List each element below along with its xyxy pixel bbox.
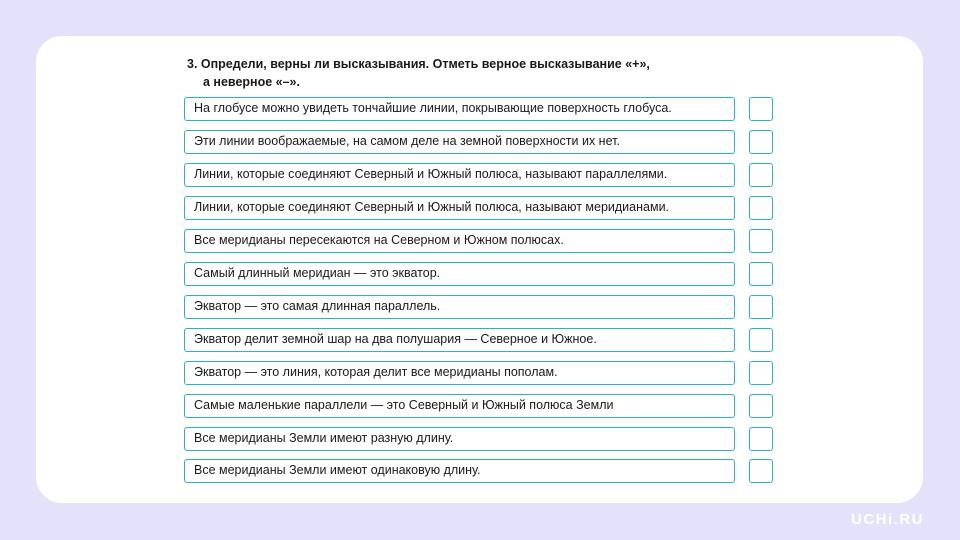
answer-box[interactable] bbox=[749, 163, 773, 187]
answer-box[interactable] bbox=[749, 262, 773, 286]
statement-text: Линии, которые соединяют Северный и Южный полюса, называют меридианами. bbox=[184, 196, 735, 220]
statement-row bbox=[181, 196, 775, 222]
statement-text: Экватор — это самая длинная параллель. bbox=[184, 295, 735, 319]
statement-row bbox=[181, 229, 775, 255]
statement-row bbox=[181, 262, 775, 288]
answer-box[interactable] bbox=[749, 229, 773, 253]
statement-text: Самые маленькие параллели — это Северный и Южный полюса Земли bbox=[184, 394, 735, 418]
statement-text: Эти линии воображаемые, на самом деле на земной поверхности их нет. bbox=[184, 130, 735, 154]
task-title bbox=[187, 55, 747, 91]
statement-row bbox=[181, 97, 775, 123]
task-title-line2: а неверное «–». bbox=[203, 75, 300, 89]
answer-box[interactable] bbox=[749, 97, 773, 121]
statement-row bbox=[181, 130, 775, 156]
task-title-line1: 3. Определи, верны ли высказывания. Отметь верное высказывание «+», bbox=[187, 57, 650, 71]
statement-row bbox=[181, 328, 775, 354]
statement-row bbox=[181, 459, 775, 485]
answer-box[interactable] bbox=[749, 130, 773, 154]
statement-text: Экватор делит земной шар на два полушария — Северное и Южное. bbox=[184, 328, 735, 352]
statement-row bbox=[181, 361, 775, 387]
statement-text: Все меридианы пересекаются на Северном и Южном полюсах. bbox=[184, 229, 735, 253]
statement-text: Экватор — это линия, которая делит все меридианы пополам. bbox=[184, 361, 735, 385]
statement-row bbox=[181, 394, 775, 420]
answer-box[interactable] bbox=[749, 394, 773, 418]
answer-box[interactable] bbox=[749, 459, 773, 483]
answer-box[interactable] bbox=[749, 196, 773, 220]
answer-box[interactable] bbox=[749, 328, 773, 352]
statement-text: Все меридианы Земли имеют разную длину. bbox=[184, 427, 735, 451]
uchi-logo: UCHi.RU bbox=[851, 511, 924, 528]
statement-row bbox=[181, 163, 775, 189]
statement-row bbox=[181, 295, 775, 321]
statement-text: Линии, которые соединяют Северный и Южный полюса, называют параллелями. bbox=[184, 163, 735, 187]
answer-box[interactable] bbox=[749, 361, 773, 385]
answer-box[interactable] bbox=[749, 295, 773, 319]
answer-box[interactable] bbox=[749, 427, 773, 451]
statement-text: Самый длинный меридиан — это экватор. bbox=[184, 262, 735, 286]
statement-row bbox=[181, 427, 775, 453]
statement-text: Все меридианы Земли имеют одинаковую длину. bbox=[184, 459, 735, 483]
statement-text: На глобусе можно увидеть тончайшие линии, покрывающие поверхность глобуса. bbox=[184, 97, 735, 121]
